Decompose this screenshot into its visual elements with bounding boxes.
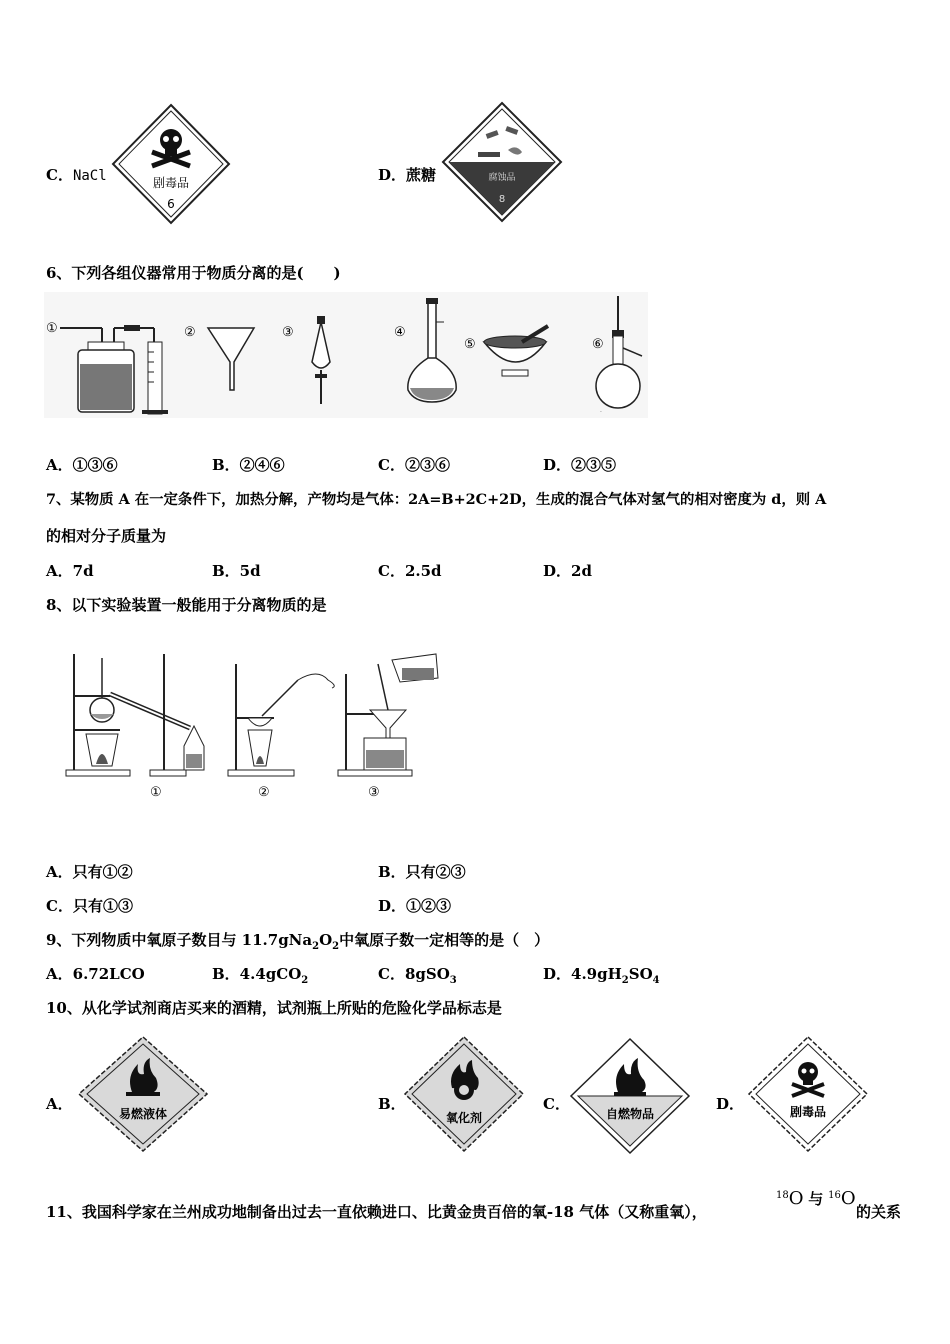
q10-stem: 10、从化学试剂商店买来的酒精，试剂瓶上所贴的危险化学品标志是	[46, 999, 502, 1017]
q6-option-d: D．②③⑤	[543, 456, 617, 474]
spontaneous-combustion-sign-icon	[568, 1036, 692, 1156]
q7-option-d: D．2d	[543, 562, 592, 580]
q6-option-b: B．②④⑥	[212, 456, 285, 474]
q7-option-c: C．2.5d	[378, 562, 442, 580]
svg-text:·: ·	[600, 409, 602, 416]
q6-marker-5: ⑤	[464, 337, 476, 352]
q9-option-c	[378, 963, 457, 986]
q9-stem-sub-o: 2	[332, 941, 340, 952]
q8-option-d: D．①②③	[378, 897, 452, 915]
q9-option-c-sub: 3	[449, 975, 457, 986]
q5-option-d-text: 蔗糖	[406, 166, 437, 184]
q8-stem: 8、以下实验装置一般能用于分离物质的是	[46, 596, 327, 614]
flammable-liquid-sign-label: 易燃液体	[118, 1107, 168, 1121]
q11-iso1-symbol: O	[788, 1188, 804, 1209]
q8-fig-label-3: ③	[368, 785, 380, 800]
q10-option-c-label: C．	[543, 1095, 570, 1113]
q5-option-c-label: C．	[46, 166, 73, 184]
q9-stem-sub-na: 2	[312, 941, 320, 952]
q8-apparatus-figure	[60, 644, 450, 814]
q8-option-a: A．只有①②	[46, 863, 133, 881]
oxidizer-sign-label: 氧化剂	[445, 1111, 483, 1125]
corrosive-sign-label: 腐蚀品	[488, 173, 516, 183]
q8-fig-label-1: ①	[150, 785, 162, 800]
corrosive-sign-number: 8	[498, 194, 506, 205]
corrosive-sign-icon	[440, 100, 564, 224]
q9-option-d-sub-o: 4	[652, 975, 660, 986]
toxic-sign-icon	[110, 102, 232, 226]
toxic-sign-label: 剧毒品	[152, 176, 190, 190]
q10-option-d-label: D．	[716, 1095, 745, 1113]
q7-option-b: B．5d	[212, 562, 261, 580]
q9-option-d	[543, 963, 660, 986]
q10-option-b-label: B．	[378, 1095, 406, 1113]
q11-iso2-symbol: O	[840, 1188, 856, 1209]
q11-iso2-mass: 16	[828, 1190, 841, 1201]
q9-option-d-sub-h: 2	[621, 975, 629, 986]
q7-stem-line2: 的相对分子质量为	[46, 527, 167, 545]
spontaneous-combustion-sign-label: 自燃物品	[605, 1107, 655, 1121]
toxic-sign-number: 6	[167, 197, 175, 211]
q7-option-a: A．7d	[46, 562, 94, 580]
q5-option-c	[46, 164, 107, 185]
q11-isotopes	[776, 1188, 856, 1209]
oxidizer-sign-icon	[402, 1034, 526, 1154]
q11-conj: 与	[808, 1190, 824, 1208]
q6-option-a: A．①③⑥	[46, 456, 118, 474]
q6-marker-3: ③	[282, 325, 294, 340]
q9-option-a: A．6.72LCO	[46, 965, 145, 983]
q9-option-d-text: D．4.9gH	[543, 965, 622, 983]
toxic-sign-icon-2	[746, 1034, 870, 1154]
q7-stem-line1: 7、某物质 A 在一定条件下，加热分解，产物均是气体：2A=B+2C+2D，生成的混合气体对氢气的相对密度为 d，则 A	[46, 491, 827, 508]
q8-option-b: B．只有②③	[378, 863, 466, 881]
q5-option-d	[378, 164, 436, 185]
q6-marker-1: ①	[46, 321, 58, 336]
q11-stem-suffix: 的关系	[856, 1203, 902, 1221]
q6-marker-2: ②	[184, 325, 196, 340]
q5-option-d-label: D．	[378, 166, 407, 184]
q6-apparatus-figure	[44, 292, 648, 418]
q8-option-c: C．只有①③	[46, 897, 133, 915]
flammable-liquid-sign-icon	[76, 1034, 210, 1154]
q9-option-b-text: B．4.4gCO	[212, 965, 302, 983]
q11-iso1-mass: 18	[776, 1190, 789, 1201]
q8-fig-label-2: ②	[258, 785, 270, 800]
q9-stem-mid: O	[319, 931, 333, 949]
q6-marker-4: ④	[394, 325, 406, 340]
q9-stem-prefix: 9、下列物质中氧原子数目与 11.7gNa	[46, 931, 313, 949]
q6-option-c: C．②③⑥	[378, 456, 450, 474]
q9-option-c-text: C．8gSO	[378, 965, 450, 983]
q9-option-b	[212, 963, 308, 986]
q10-option-a-label: A．	[46, 1095, 73, 1113]
q6-marker-6: ⑥	[592, 337, 604, 352]
q11-stem-prefix: 11、我国科学家在兰州成功地制备出过去一直依赖进口、比黄金贵百倍的氧-18 气体（又称重氧），	[46, 1203, 707, 1221]
q9-stem	[46, 929, 549, 952]
q9-stem-suffix: 中氧原子数一定相等的是（ ）	[339, 931, 550, 949]
q6-stem: 6、下列各组仪器常用于物质分离的是( )	[46, 264, 341, 282]
toxic-sign-2-label: 剧毒品	[789, 1105, 827, 1119]
q5-option-c-text: NaCl	[72, 168, 107, 184]
q9-option-b-sub: 2	[301, 975, 309, 986]
q9-option-d-mid: SO	[628, 965, 653, 983]
